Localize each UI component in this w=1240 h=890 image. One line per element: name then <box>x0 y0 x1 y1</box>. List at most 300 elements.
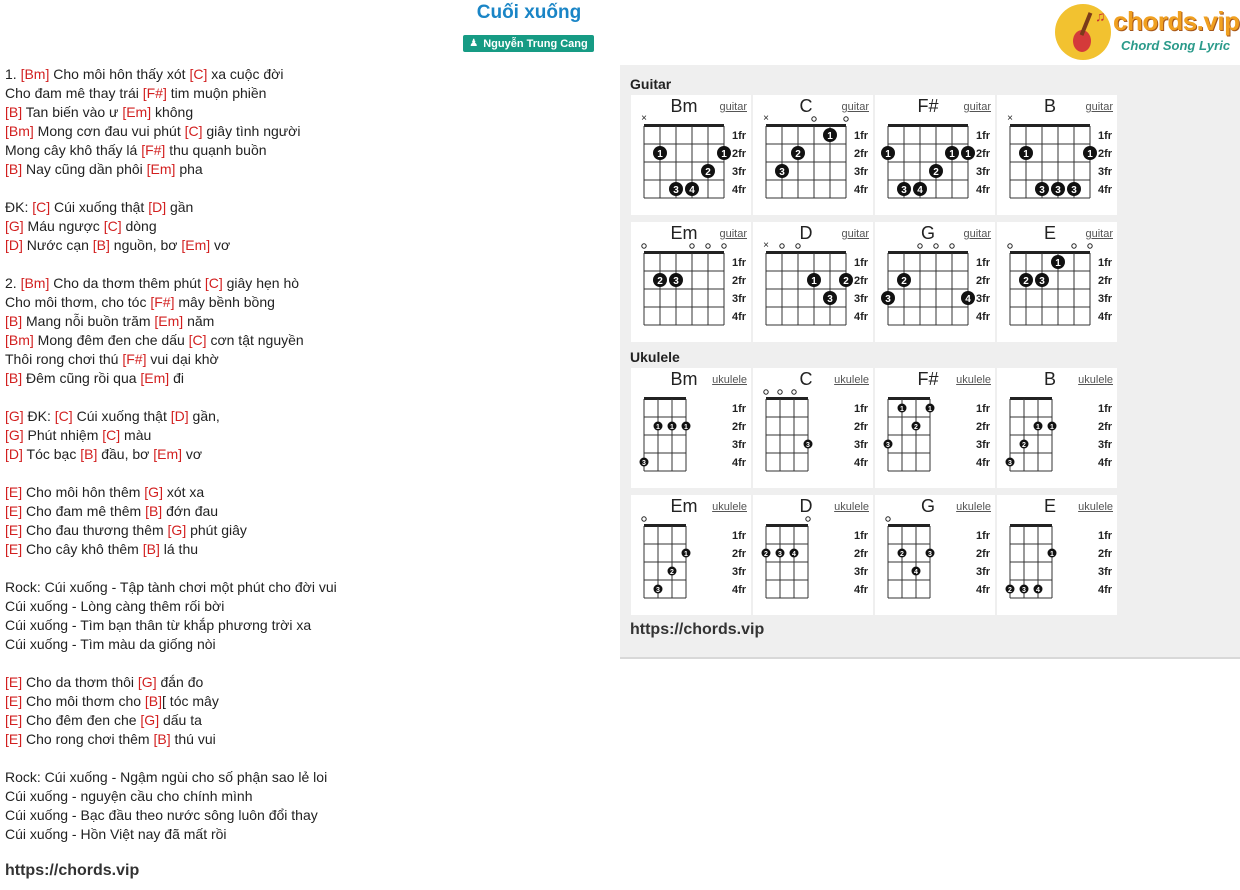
fret-label: 4fr <box>1098 311 1113 323</box>
chord-link[interactable]: [G] <box>140 712 160 728</box>
chord-diagram <box>631 368 751 488</box>
lyric-text: Rock: Cúi xuống - Tập tành chơi một phút cho đời vui <box>5 579 337 595</box>
fret-label: 1fr <box>854 130 869 142</box>
open-string-marker <box>1072 244 1076 248</box>
finger-number: 1 <box>1050 550 1054 558</box>
chord-link[interactable]: [G] <box>5 218 24 234</box>
lyric-text: Cúi xuống thật <box>72 408 171 424</box>
lyric-text: Cho da thơm thêm phút <box>49 275 205 291</box>
site-logo[interactable] <box>1055 2 1240 62</box>
lyric-text: Cho đam mê thay trái <box>5 85 143 101</box>
finger-number: 2 <box>764 550 768 558</box>
fret-label: 2fr <box>1098 275 1113 287</box>
footer-site-url[interactable]: https://chords.vip <box>5 862 140 879</box>
chord-link[interactable]: [D] <box>5 446 23 462</box>
fret-label: 2fr <box>1098 421 1113 433</box>
chord-link[interactable]: [Em] <box>154 313 184 329</box>
finger-number: 3 <box>642 459 646 467</box>
lyric-text: thú vui <box>170 731 216 747</box>
finger-number: 2 <box>1008 586 1012 594</box>
lyric-text: Cúi xuống - Bạc đầu theo nước sông luôn đổi thay <box>5 807 318 823</box>
panel-site-url[interactable]: https://chords.vip <box>630 621 765 638</box>
chord-link[interactable]: [E] <box>5 731 23 747</box>
chord-link[interactable]: [B] <box>145 503 163 519</box>
lyric-text: Cho cây khô thêm <box>22 541 143 557</box>
finger-number: 1 <box>900 405 904 413</box>
lyric-text: Cho rong chơi thêm <box>22 731 154 747</box>
fret-label: 1fr <box>854 530 869 542</box>
guitar-chord-bm[interactable] <box>631 95 751 215</box>
finger-number: 1 <box>965 149 971 160</box>
lyric-text: đầu, bơ <box>97 446 154 462</box>
lyric-text: vui dại khờ <box>146 351 219 367</box>
fret-label: 2fr <box>732 275 747 287</box>
lyric-text: mây bềnh bồng <box>174 294 275 310</box>
author-badge[interactable] <box>463 35 594 52</box>
chord-link[interactable]: [B] <box>144 693 163 709</box>
chord-link[interactable]: [Bm] <box>20 66 50 82</box>
fret-label: 3fr <box>1098 166 1113 178</box>
lyric-text: Mong cơn đau vui phút <box>33 123 185 139</box>
guitar-chord-b[interactable] <box>997 95 1117 215</box>
lyric-text: Cho đau thương thêm <box>22 522 168 538</box>
lyric-line <box>5 122 610 141</box>
chord-link[interactable]: [Em] <box>153 446 183 462</box>
open-string-marker <box>706 244 710 248</box>
finger-number: 1 <box>949 149 955 160</box>
fret-label: 4fr <box>1098 457 1113 469</box>
lyric-text: nguồn, bơ <box>109 237 182 253</box>
blank-line <box>5 654 610 673</box>
open-string-marker <box>642 244 646 248</box>
chord-name: D <box>799 223 813 243</box>
chord-link[interactable]: [G] <box>5 427 24 443</box>
chord-link[interactable]: [B] <box>92 237 110 253</box>
fret-label: 3fr <box>854 439 869 451</box>
instrument-link[interactable]: guitar <box>719 101 747 113</box>
fret-label: 2fr <box>732 548 747 560</box>
finger-number: 3 <box>886 441 890 449</box>
instrument-link[interactable]: guitar <box>719 228 747 240</box>
lyric-text: Nay cũng dần phôi <box>22 161 147 177</box>
chord-link[interactable]: [B] <box>5 313 23 329</box>
finger-number: 1 <box>811 276 817 287</box>
lyric-line <box>5 369 610 388</box>
muted-string-marker: × <box>641 113 647 124</box>
finger-number: 1 <box>885 149 891 160</box>
lyric-line <box>5 692 610 711</box>
instrument-link[interactable]: ukulele <box>834 374 869 386</box>
fret-label: 4fr <box>976 584 991 596</box>
fret-label: 1fr <box>732 403 747 415</box>
fret-label: 4fr <box>854 584 869 596</box>
chord-diagram <box>875 222 995 342</box>
fret-label: 2fr <box>1098 548 1113 560</box>
chord-diagram <box>997 222 1117 342</box>
lyric-text: Cho môi hôn thấy xót <box>49 66 190 82</box>
finger-number: 4 <box>1036 586 1040 594</box>
chord-link[interactable]: [F#] <box>142 85 167 101</box>
guitar-chord-e[interactable] <box>997 222 1117 342</box>
chord-name: Em <box>670 223 698 243</box>
finger-number: 4 <box>792 550 796 558</box>
lyric-line <box>5 217 610 236</box>
open-string-marker <box>950 244 954 248</box>
guitar-chord-g[interactable] <box>875 222 995 342</box>
fret-label: 1fr <box>732 257 747 269</box>
fret-label: 2fr <box>854 148 869 160</box>
instrument-link[interactable]: ukulele <box>712 501 747 513</box>
chord-link[interactable]: [E] <box>5 674 23 690</box>
lyric-text: Phút nhiệm <box>23 427 103 443</box>
lyric-text: Đêm cũng rồi qua <box>22 370 141 386</box>
ukulele-chord-e[interactable] <box>997 495 1117 615</box>
chord-link[interactable]: [D] <box>5 237 23 253</box>
chord-link[interactable]: [Bm] <box>5 123 34 139</box>
ukulele-heading: Ukulele <box>630 349 680 365</box>
chord-link[interactable]: [Em] <box>140 370 170 386</box>
chord-name: Bm <box>670 369 698 389</box>
instrument-link[interactable]: ukulele <box>712 374 747 386</box>
instrument-link[interactable]: ukulele <box>956 374 991 386</box>
lyric-text: ĐK: <box>5 199 33 215</box>
lyric-text: tim muộn phiền <box>166 85 267 101</box>
finger-number: 2 <box>900 550 904 558</box>
fret-label: 4fr <box>854 184 869 196</box>
chord-name: E <box>1043 496 1056 516</box>
finger-number: 1 <box>721 149 727 160</box>
blank-line <box>5 464 610 483</box>
finger-number: 3 <box>806 441 810 449</box>
ukulele-chord-g[interactable] <box>875 495 995 615</box>
chord-link[interactable]: [D] <box>148 199 167 215</box>
fret-label: 1fr <box>1098 257 1113 269</box>
chord-link[interactable]: [G] <box>5 408 24 424</box>
lyric-text: Tan biến vào ư <box>22 104 123 120</box>
chord-link[interactable]: [Bm] <box>5 332 34 348</box>
chord-diagram <box>631 495 751 615</box>
chord-diagram <box>875 368 995 488</box>
finger-number: 4 <box>965 294 971 305</box>
fret-label: 3fr <box>976 166 991 178</box>
lyric-text: Mang nỗi buồn trăm <box>22 313 155 329</box>
lyric-text: Cúi xuống - nguyện cầu cho chính mình <box>5 788 253 804</box>
lyric-text: lá thu <box>159 541 199 557</box>
lyric-line <box>5 312 610 331</box>
ukulele-chord-b[interactable] <box>997 368 1117 488</box>
open-string-marker <box>1088 244 1092 248</box>
lyric-line <box>5 806 610 825</box>
instrument-link[interactable]: guitar <box>1085 101 1113 113</box>
open-string-marker <box>778 390 782 394</box>
finger-number: 3 <box>1022 586 1026 594</box>
chord-link[interactable]: [Em] <box>122 104 152 120</box>
fret-label: 3fr <box>732 439 747 451</box>
chord-diagram <box>875 495 995 615</box>
chord-name: Em <box>670 496 698 516</box>
chord-link[interactable]: [B] <box>5 104 23 120</box>
lyric-line <box>5 787 610 806</box>
fret-label: 4fr <box>1098 584 1113 596</box>
open-string-marker <box>1008 244 1012 248</box>
lyric-text: cơn tật nguyền <box>206 332 304 348</box>
lyric-text: Rock: Cúi xuống - Ngậm ngùi cho số phận sao lẻ loi <box>5 769 328 785</box>
lyric-text: ĐK: <box>23 408 55 424</box>
finger-number: 2 <box>901 276 907 287</box>
person-icon: ♟ <box>469 38 479 49</box>
instrument-link[interactable]: guitar <box>963 228 991 240</box>
lyric-text: Cúi xuống - Tìm bạn thân từ khắp phương trời xa <box>5 617 312 633</box>
logo-tagline: Chord Song Lyric <box>1121 38 1231 53</box>
blank-line <box>5 179 610 198</box>
fret-label: 1fr <box>854 403 869 415</box>
guitar-chord-em[interactable] <box>631 222 751 342</box>
lyric-text: giây hẹn hò <box>222 275 300 291</box>
instrument-link[interactable]: guitar <box>841 228 869 240</box>
fret-label: 4fr <box>732 184 747 196</box>
chord-link[interactable]: [B] <box>142 541 160 557</box>
finger-number: 3 <box>1039 276 1045 287</box>
chord-link[interactable]: [C] <box>32 199 51 215</box>
finger-number: 1 <box>1087 149 1093 160</box>
fret-label: 3fr <box>1098 566 1113 578</box>
finger-number: 2 <box>933 167 939 178</box>
finger-number: 1 <box>684 550 688 558</box>
lyric-text: thu quạnh buồn <box>165 142 267 158</box>
chord-link[interactable]: [B] <box>5 161 23 177</box>
logo-name: chords.vip <box>1113 6 1240 36</box>
lyric-text: Mong cây khô thấy lá <box>5 142 142 158</box>
lyric-line <box>5 274 610 293</box>
lyric-line <box>5 160 610 179</box>
lyric-text: dấu ta <box>159 712 202 728</box>
chord-name: D <box>799 496 813 516</box>
chord-link[interactable]: [E] <box>5 693 23 709</box>
ukulele-chord-em[interactable] <box>631 495 751 615</box>
finger-number: 2 <box>843 276 849 287</box>
finger-number: 4 <box>914 568 918 576</box>
lyric-text: 1. <box>5 66 21 82</box>
finger-number: 1 <box>1055 258 1061 269</box>
finger-number: 2 <box>1023 276 1029 287</box>
fret-label: 3fr <box>1098 439 1113 451</box>
chord-link[interactable]: [C] <box>184 123 203 139</box>
chord-link[interactable]: [C] <box>103 218 122 234</box>
open-string-marker <box>642 517 646 521</box>
finger-number: 2 <box>657 276 663 287</box>
open-string-marker <box>722 244 726 248</box>
chord-diagram <box>753 368 873 488</box>
instrument-link[interactable]: guitar <box>1085 228 1113 240</box>
fret-label: 4fr <box>976 311 991 323</box>
fret-label: 2fr <box>854 275 869 287</box>
chord-link[interactable]: [E] <box>5 503 23 519</box>
chord-name: G <box>920 223 935 243</box>
fret-label: 1fr <box>1098 530 1113 542</box>
muted-string-marker: × <box>763 113 769 124</box>
lyric-text: màu <box>120 427 152 443</box>
lyric-text: Cho da thơm thôi <box>22 674 138 690</box>
finger-number: 2 <box>705 167 711 178</box>
lyric-text: 2. <box>5 275 21 291</box>
finger-number: 3 <box>1039 185 1045 196</box>
lyric-line <box>5 331 610 350</box>
fret-label: 1fr <box>854 257 869 269</box>
lyric-text: phút giây <box>186 522 247 538</box>
chord-link[interactable]: [B] <box>80 446 98 462</box>
guitar-chord-c[interactable] <box>753 95 873 215</box>
chord-link[interactable]: [C] <box>102 427 121 443</box>
lyric-line <box>5 540 610 559</box>
lyric-text: Cúi xuống thật <box>50 199 149 215</box>
chord-link[interactable]: [B] <box>5 370 23 386</box>
chord-link[interactable]: [F#] <box>122 351 147 367</box>
finger-number: 3 <box>1071 185 1077 196</box>
fret-label: 1fr <box>732 530 747 542</box>
lyric-text: Cho môi thơm cho <box>22 693 145 709</box>
chord-name: Bm <box>670 96 698 116</box>
chord-link[interactable]: [D] <box>170 408 189 424</box>
fret-label: 2fr <box>976 275 991 287</box>
finger-number: 3 <box>827 294 833 305</box>
finger-number: 1 <box>670 423 674 431</box>
chord-link[interactable]: [Em] <box>181 237 211 253</box>
lyric-text: Thôi rong chơi thú <box>5 351 123 367</box>
fret-label: 3fr <box>854 166 869 178</box>
fret-label: 2fr <box>732 148 747 160</box>
finger-number: 2 <box>1022 441 1026 449</box>
chord-link[interactable]: [G] <box>137 674 157 690</box>
instrument-link[interactable]: ukulele <box>1078 374 1113 386</box>
lyric-text: năm <box>183 313 215 329</box>
fret-label: 4fr <box>854 457 869 469</box>
finger-number: 3 <box>779 167 785 178</box>
ukulele-chord-c[interactable] <box>753 368 873 488</box>
lyric-text: đớn đau <box>162 503 219 519</box>
lyric-line <box>5 597 610 616</box>
fret-label: 4fr <box>976 457 991 469</box>
chord-link[interactable]: [F#] <box>150 294 175 310</box>
fret-label: 3fr <box>854 566 869 578</box>
fret-label: 2fr <box>854 548 869 560</box>
fret-label: 3fr <box>732 166 747 178</box>
fret-label: 2fr <box>976 421 991 433</box>
chord-diagram <box>753 495 873 615</box>
lyric-text: Nước cạn <box>22 237 93 253</box>
blank-line <box>5 255 610 274</box>
chord-link[interactable]: [E] <box>5 541 23 557</box>
fret-label: 1fr <box>976 257 991 269</box>
finger-number: 3 <box>673 185 679 196</box>
chord-link[interactable]: [Em] <box>146 161 176 177</box>
chord-link[interactable]: [Bm] <box>20 275 50 291</box>
finger-number: 1 <box>1050 423 1054 431</box>
open-string-marker <box>806 517 810 521</box>
chord-link[interactable]: [G] <box>144 484 163 500</box>
finger-number: 3 <box>928 550 932 558</box>
lyric-text: Cho đam mê thêm <box>22 503 146 519</box>
chord-link[interactable]: [E] <box>5 522 23 538</box>
instrument-link[interactable]: ukulele <box>1078 501 1113 513</box>
chord-diagram <box>997 95 1117 215</box>
blank-line <box>5 388 610 407</box>
chord-diagram <box>997 368 1117 488</box>
fret-label: 1fr <box>976 130 991 142</box>
lyric-line <box>5 825 610 844</box>
chord-link[interactable]: [C] <box>189 66 208 82</box>
lyric-text: xót xa <box>162 484 205 500</box>
open-string-marker <box>792 390 796 394</box>
chord-link[interactable]: [B] <box>153 731 171 747</box>
lyric-text: Cho môi hôn thêm <box>22 484 145 500</box>
finger-number: 1 <box>827 131 833 142</box>
lyric-line <box>5 616 610 635</box>
chord-link[interactable]: [C] <box>204 275 223 291</box>
chord-name: C <box>799 369 813 389</box>
chord-link[interactable]: [G] <box>167 522 187 538</box>
fret-label: 2fr <box>854 421 869 433</box>
fret-label: 3fr <box>732 566 747 578</box>
lyric-line <box>5 673 610 692</box>
lyric-text: Tóc bạc <box>22 446 81 462</box>
chord-link[interactable]: [E] <box>5 484 23 500</box>
fret-label: 4fr <box>732 457 747 469</box>
guitar-chord-f-sharp[interactable] <box>875 95 995 215</box>
ukulele-chord-f-sharp[interactable] <box>875 368 995 488</box>
lyric-text: giây tình người <box>202 123 301 139</box>
finger-number: 3 <box>885 294 891 305</box>
finger-number: 1 <box>928 405 932 413</box>
lyric-text: dòng <box>121 218 157 234</box>
lyric-line <box>5 730 610 749</box>
chord-link[interactable]: [C] <box>54 408 73 424</box>
guitar-chord-d[interactable] <box>753 222 873 342</box>
chord-link[interactable]: [E] <box>5 712 23 728</box>
lyric-line <box>5 350 610 369</box>
ukulele-chord-d[interactable] <box>753 495 873 615</box>
instrument-link[interactable]: guitar <box>841 101 869 113</box>
open-string-marker <box>886 517 890 521</box>
lyric-text: Cúi xuống - Tìm màu da giống nòi <box>5 636 216 652</box>
chord-link[interactable]: [C] <box>188 332 207 348</box>
fret-label: 3fr <box>976 566 991 578</box>
finger-number: 1 <box>1036 423 1040 431</box>
finger-number: 3 <box>656 586 660 594</box>
chord-name: G <box>920 496 935 516</box>
lyric-text: Cúi xuống - Lòng càng thêm rối bời <box>5 598 225 614</box>
fret-label: 2fr <box>732 421 747 433</box>
open-string-marker <box>844 117 848 121</box>
muted-string-marker: × <box>763 240 769 251</box>
lyric-line <box>5 521 610 540</box>
open-string-marker <box>690 244 694 248</box>
instrument-link[interactable]: ukulele <box>956 501 991 513</box>
lyric-text: vơ <box>210 237 231 253</box>
instrument-link[interactable]: ukulele <box>834 501 869 513</box>
ukulele-chord-bm[interactable] <box>631 368 751 488</box>
blank-line <box>5 559 610 578</box>
fret-label: 3fr <box>1098 293 1113 305</box>
lyric-text: đắn đo <box>156 674 204 690</box>
music-note-icon: ♫ <box>1095 8 1106 24</box>
lyric-text: gần, <box>188 408 220 424</box>
fret-label: 2fr <box>1098 148 1113 160</box>
lyric-text: vơ <box>182 446 203 462</box>
chord-link[interactable]: [F#] <box>141 142 166 158</box>
instrument-link[interactable]: guitar <box>963 101 991 113</box>
fret-label: 4fr <box>854 311 869 323</box>
chord-diagram <box>631 95 751 215</box>
